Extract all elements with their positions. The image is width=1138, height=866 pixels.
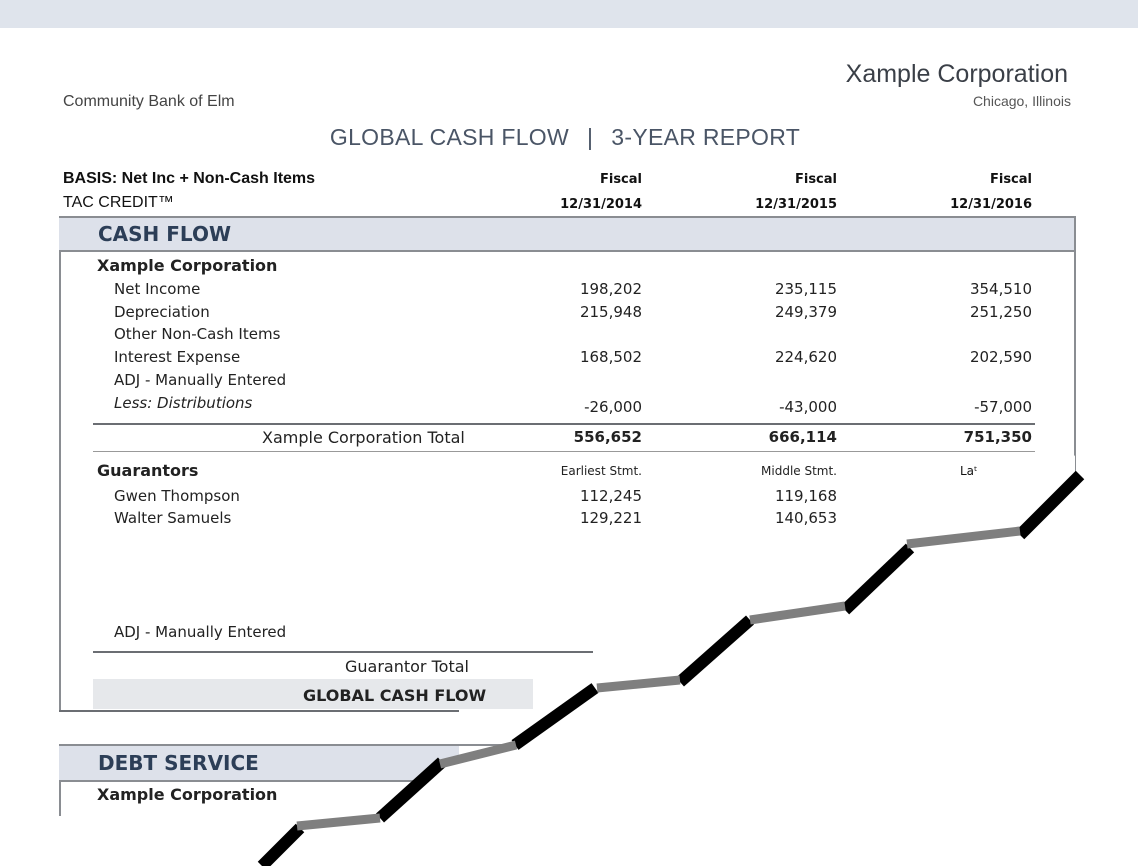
col-1-fiscal: Fiscal xyxy=(599,172,642,187)
xample-total-label: Xample Corporation Total xyxy=(262,428,465,447)
guarantor-col-earliest: Earliest Stmt. xyxy=(560,464,642,478)
company-name: Xample Corporation xyxy=(845,60,1068,88)
guarantor-adj-manual: ADJ - Manually Entered xyxy=(114,623,287,641)
net-income-2014: 198,202 xyxy=(579,280,642,298)
interest-expense-2015: 224,620 xyxy=(774,348,837,366)
gwen-thompson-earliest: 112,245 xyxy=(579,487,642,505)
report-title-right: 3-YEAR REPORT xyxy=(611,124,801,150)
report-title-left: GLOBAL CASH FLOW xyxy=(329,124,570,150)
row-label-net-income: Net Income xyxy=(114,280,201,298)
row-label-adj-manual: ADJ - Manually Entered xyxy=(114,371,287,389)
col-1-date: 12/31/2014 xyxy=(560,197,642,212)
col-3-fiscal: Fiscal xyxy=(989,172,1032,187)
distributions-2015: -43,000 xyxy=(779,398,837,416)
depreciation-2014: 215,948 xyxy=(579,303,642,321)
guarantor-total-label: Guarantor Total xyxy=(345,657,469,676)
debt-service-title: DEBT SERVICE xyxy=(98,751,259,775)
distributions-2014: -26,000 xyxy=(584,398,642,416)
guarantor-col-latest: Laᵗ xyxy=(960,464,978,478)
cash-flow-title: CASH FLOW xyxy=(98,222,232,246)
bank-name: Community Bank of Elm xyxy=(63,93,235,110)
guarantor-col-middle: Middle Stmt. xyxy=(761,464,837,478)
guarantors-title: Guarantors xyxy=(97,461,199,480)
row-label-depreciation: Depreciation xyxy=(114,303,210,321)
tac-credit-label: TAC CREDIT™ xyxy=(63,194,174,211)
xample-total-2014: 556,652 xyxy=(573,428,642,446)
guarantor-gwen-thompson: Gwen Thompson xyxy=(114,487,240,505)
col-3-date: 12/31/2016 xyxy=(950,197,1032,212)
row-label-other-non-cash: Other Non-Cash Items xyxy=(114,325,281,343)
row-label-distributions: Less: Distributions xyxy=(114,394,253,412)
company-location: Chicago, Illinois xyxy=(972,93,1071,109)
col-2-fiscal: Fiscal xyxy=(794,172,837,187)
col-2-date: 12/31/2015 xyxy=(755,197,837,212)
walter-samuels-middle: 140,653 xyxy=(774,509,837,527)
net-income-2015: 235,115 xyxy=(774,280,837,298)
row-label-interest-expense: Interest Expense xyxy=(114,348,241,366)
interest-expense-2016: 202,590 xyxy=(969,348,1032,366)
interest-expense-2014: 168,502 xyxy=(579,348,642,366)
report-title-separator: | xyxy=(587,124,594,150)
depreciation-2015: 249,379 xyxy=(774,303,837,321)
depreciation-2016: 251,250 xyxy=(969,303,1032,321)
guarantor-walter-samuels: Walter Samuels xyxy=(114,509,232,527)
xample-total-2015: 666,114 xyxy=(768,428,837,446)
global-cash-flow-label: GLOBAL CASH FLOW xyxy=(303,686,487,705)
walter-samuels-earliest: 129,221 xyxy=(579,509,642,527)
distributions-2016: -57,000 xyxy=(974,398,1032,416)
xample-total-2016: 751,350 xyxy=(963,428,1032,446)
cash-flow-entity: Xample Corporation xyxy=(97,256,278,275)
basis-label: BASIS: Net Inc + Non-Cash Items xyxy=(63,170,316,187)
debt-service-entity: Xample Corporation xyxy=(97,785,278,804)
net-income-2016: 354,510 xyxy=(969,280,1032,298)
gwen-thompson-middle: 119,168 xyxy=(774,487,837,505)
